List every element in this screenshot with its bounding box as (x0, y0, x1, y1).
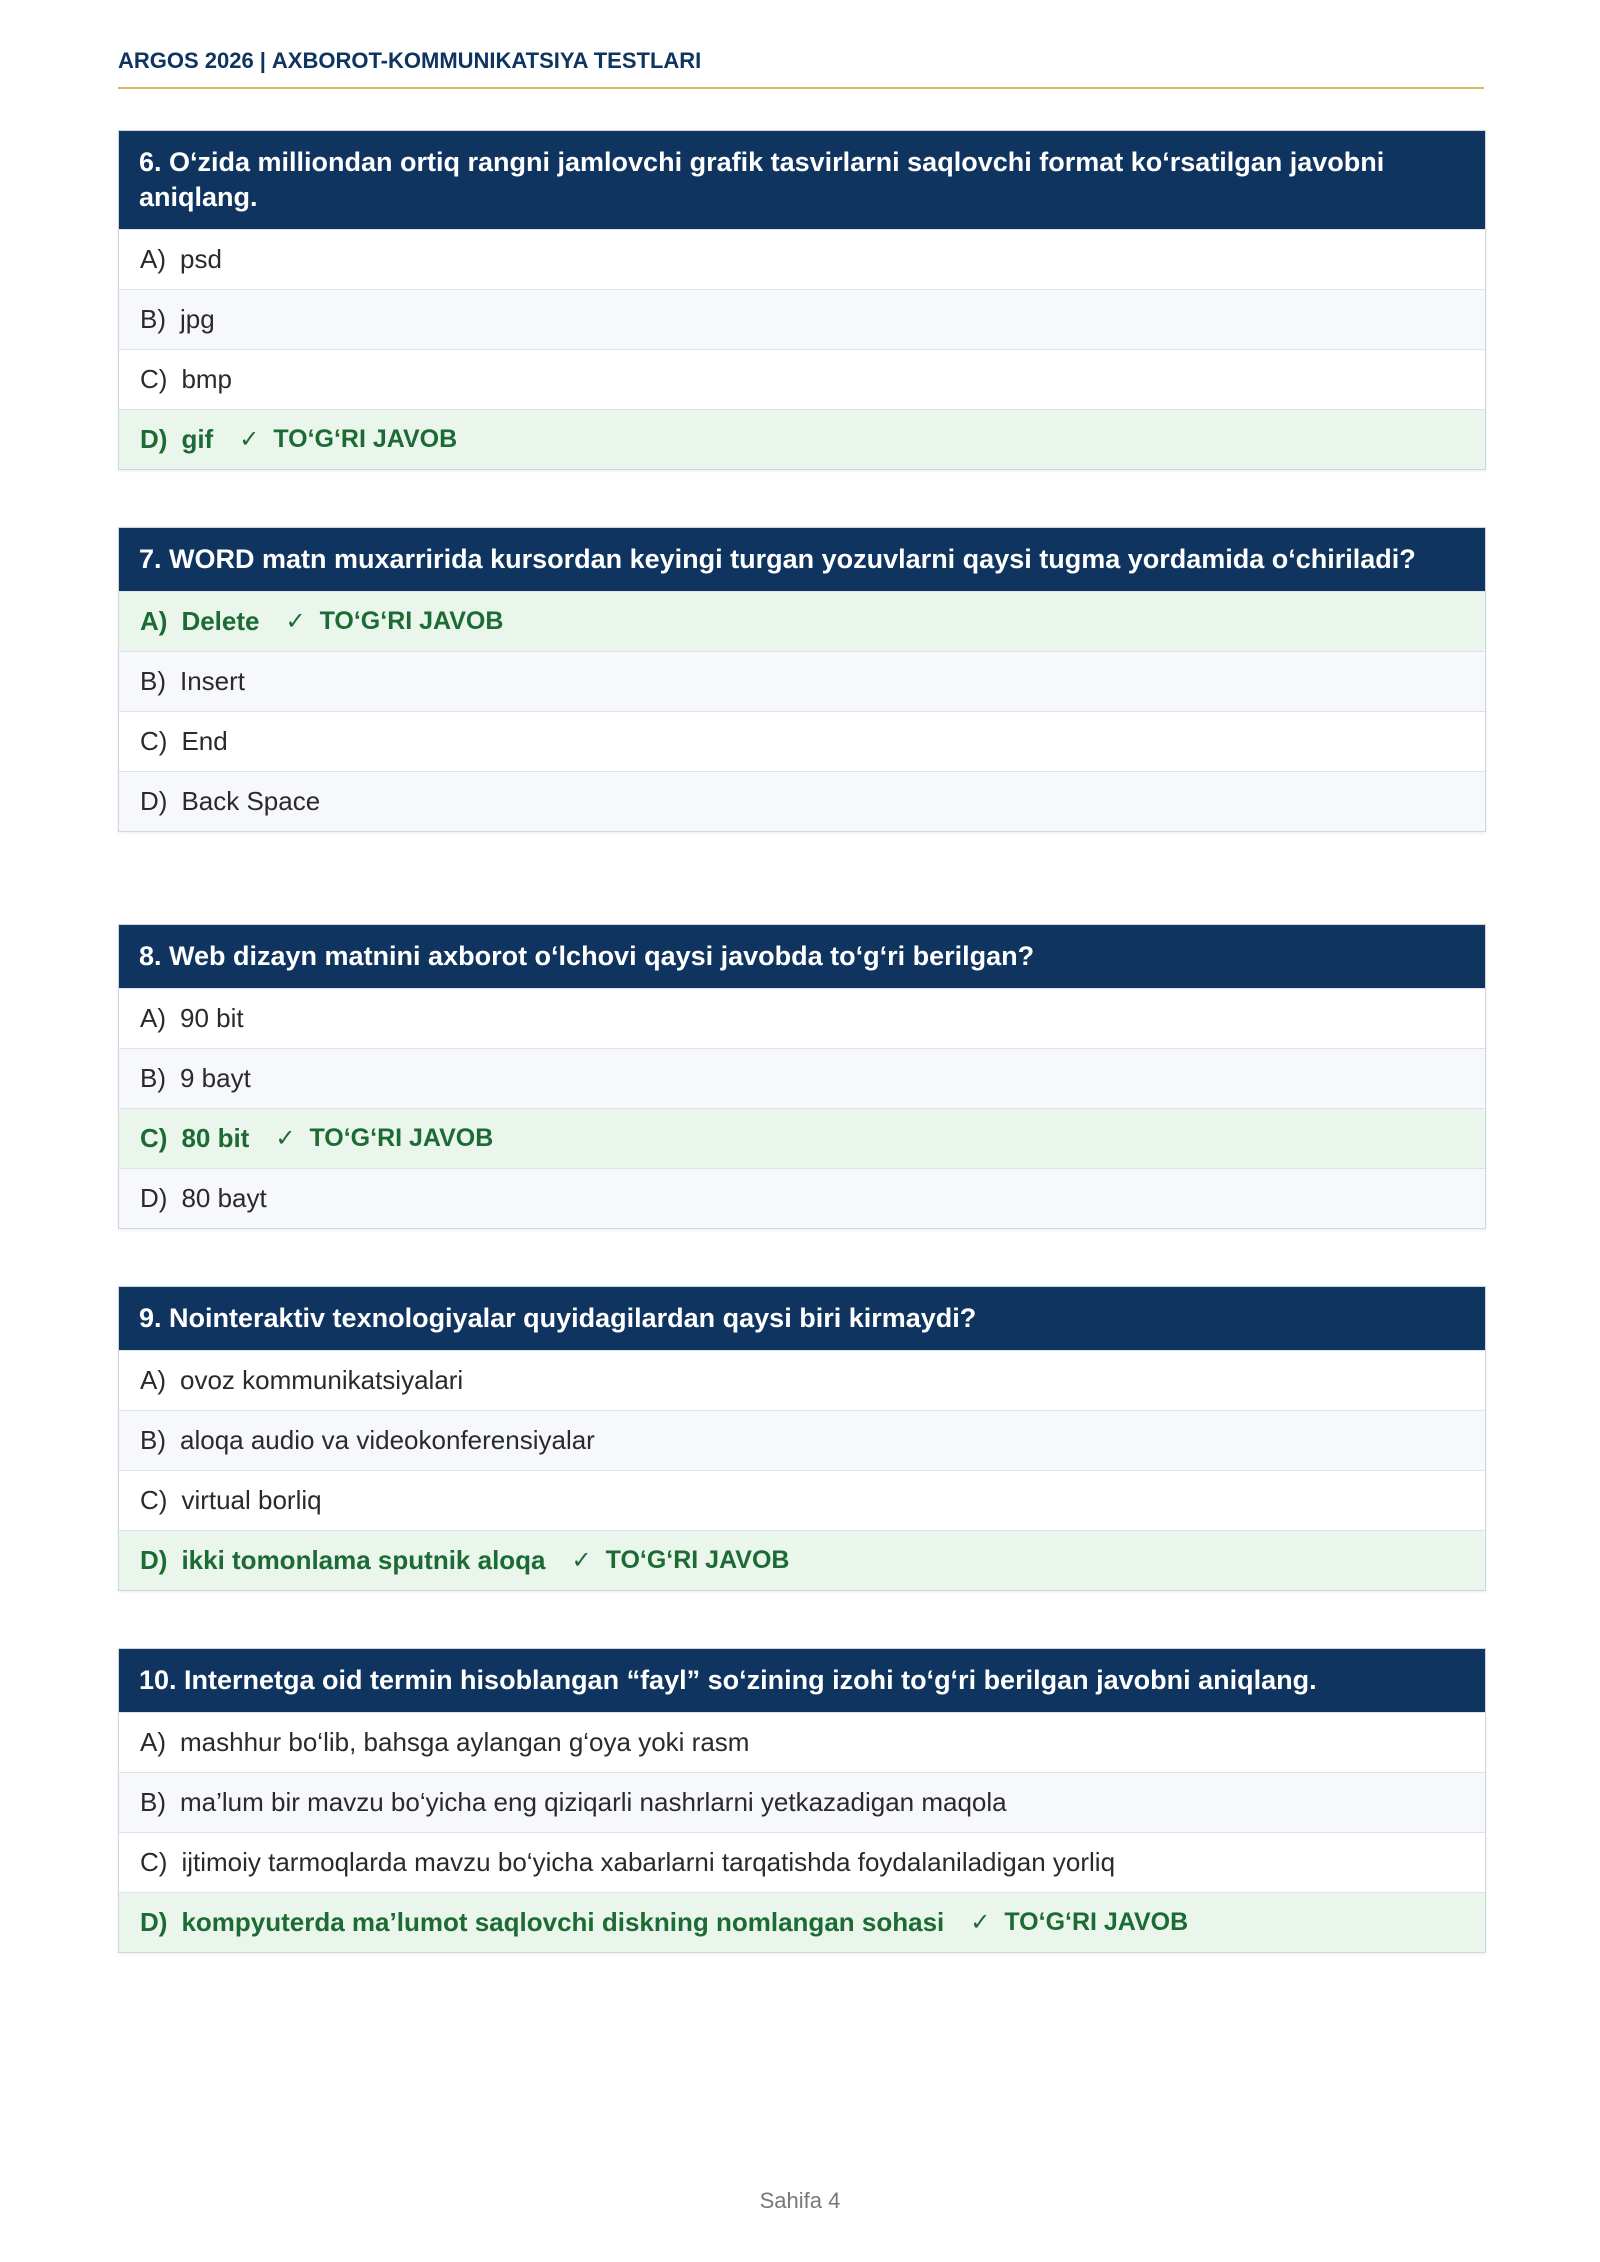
correct-answer-label: TO‘G‘RI JAVOB (605, 1546, 790, 1574)
option-text: bmp (181, 364, 233, 394)
option-text: Delete (181, 606, 260, 636)
answer-option-c[interactable] (119, 349, 1485, 409)
option-text: ikki tomonlama sputnik aloqa (181, 1545, 546, 1575)
option-text: Insert (180, 666, 246, 696)
option-text: 9 bayt (180, 1063, 251, 1093)
option-letter: B) (140, 1425, 166, 1455)
correct-answer-label: TO‘G‘RI JAVOB (309, 1124, 494, 1152)
correct-answer-label: TO‘G‘RI JAVOB (319, 607, 504, 635)
answer-option-d[interactable] (119, 409, 1485, 469)
answer-option-d[interactable] (119, 1892, 1485, 1952)
correct-answer-label: TO‘G‘RI JAVOB (1004, 1908, 1189, 1936)
option-text: virtual borliq (181, 1485, 322, 1515)
option-letter: A) (140, 244, 166, 274)
question-text: 8. Web dizayn matnini axborot o‘lchovi qaysi javobda to‘g‘ri berilgan? (119, 925, 1485, 988)
option-text: mashhur bo‘lib, bahsga aylangan g‘oya yoki rasm (180, 1727, 750, 1757)
answer-option-b[interactable] (119, 651, 1485, 711)
option-text: Back Space (181, 786, 321, 816)
answer-option-b[interactable] (119, 1410, 1485, 1470)
option-letter: D) (140, 424, 168, 454)
answer-option-d[interactable] (119, 771, 1485, 831)
answer-option-a[interactable] (119, 1350, 1485, 1410)
correct-answer-label: TO‘G‘RI JAVOB (273, 425, 458, 453)
answer-option-b[interactable] (119, 1048, 1485, 1108)
option-letter: B) (140, 304, 166, 334)
option-text: jpg (180, 304, 215, 334)
option-letter: B) (140, 1063, 166, 1093)
question-card-6 (118, 130, 1486, 470)
question-text: 9. Nointeraktiv texnologiyalar quyidagilardan qaysi biri kirmaydi? (119, 1287, 1485, 1350)
answer-option-c[interactable] (119, 1108, 1485, 1168)
option-letter: D) (140, 1183, 168, 1213)
answer-option-a[interactable] (119, 988, 1485, 1048)
question-text: 6. O‘zida milliondan ortiq rangni jamlovchi grafik tasvirlarni saqlovchi format ko‘rsatilgan javobni aniqlang. (119, 131, 1485, 229)
option-letter: D) (140, 786, 168, 816)
option-letter: C) (140, 726, 168, 756)
header-title: AXBOROT-KOMMUNIKATSIYA TESTLARI (271, 48, 702, 73)
option-letter: C) (140, 364, 168, 394)
option-letter: D) (140, 1545, 168, 1575)
answer-option-b[interactable] (119, 1772, 1485, 1832)
answer-option-a[interactable] (119, 229, 1485, 289)
header-separator: | (259, 48, 266, 73)
option-text: End (181, 726, 228, 756)
option-text: gif (181, 424, 214, 454)
checkmark-icon: ✓ (239, 426, 260, 453)
page-header (118, 48, 1484, 74)
option-letter: C) (140, 1123, 168, 1153)
question-card-7 (118, 527, 1486, 832)
question-text: 7. WORD matn muxarririda kursordan keyingi turgan yozuvlarni qaysi tugma yordamida o‘chiriladi? (119, 528, 1485, 591)
header-brand: ARGOS 2026 (118, 48, 254, 73)
question-text: 10. Internetga oid termin hisoblangan “fayl” so‘zining izohi to‘g‘ri berilgan javobni aniqlang. (119, 1649, 1485, 1712)
checkmark-icon: ✓ (285, 608, 306, 635)
option-letter: B) (140, 666, 166, 696)
option-text: aloqa audio va videokonferensiyalar (180, 1425, 595, 1455)
option-letter: A) (140, 1365, 166, 1395)
answer-option-c[interactable] (119, 1470, 1485, 1530)
option-letter: D) (140, 1907, 168, 1937)
option-letter: B) (140, 1787, 166, 1817)
answer-option-b[interactable] (119, 289, 1485, 349)
option-letter: A) (140, 1727, 166, 1757)
option-text: ijtimoiy tarmoqlarda mavzu bo‘yicha xabarlarni tarqatishda foydalaniladigan yorliq (181, 1847, 1116, 1877)
option-letter: A) (140, 1003, 166, 1033)
option-text: 80 bit (181, 1123, 250, 1153)
option-text: ma’lum bir mavzu bo‘yicha eng qiziqarli nashrlarni yetkazadigan maqola (180, 1787, 1007, 1817)
option-text: psd (180, 244, 222, 274)
option-letter: C) (140, 1485, 168, 1515)
answer-option-c[interactable] (119, 711, 1485, 771)
checkmark-icon: ✓ (970, 1909, 991, 1936)
checkmark-icon: ✓ (275, 1125, 296, 1152)
question-card-10 (118, 1648, 1486, 1953)
option-text: kompyuterda ma’lumot saqlovchi diskning nomlangan sohasi (181, 1907, 945, 1937)
answer-option-c[interactable] (119, 1832, 1485, 1892)
option-text: 90 bit (180, 1003, 244, 1033)
option-letter: A) (140, 606, 168, 636)
question-card-9 (118, 1286, 1486, 1591)
page-number: Sahifa 4 (759, 2188, 841, 2213)
answer-option-a[interactable] (119, 1712, 1485, 1772)
checkmark-icon: ✓ (571, 1547, 592, 1574)
question-card-8 (118, 924, 1486, 1229)
option-text: ovoz kommunikatsiyalari (180, 1365, 464, 1395)
option-letter: C) (140, 1847, 168, 1877)
answer-option-d[interactable] (119, 1530, 1485, 1590)
option-text: 80 bayt (181, 1183, 267, 1213)
answer-option-d[interactable] (119, 1168, 1485, 1228)
answer-option-a[interactable] (119, 591, 1485, 651)
header-divider (118, 87, 1484, 89)
